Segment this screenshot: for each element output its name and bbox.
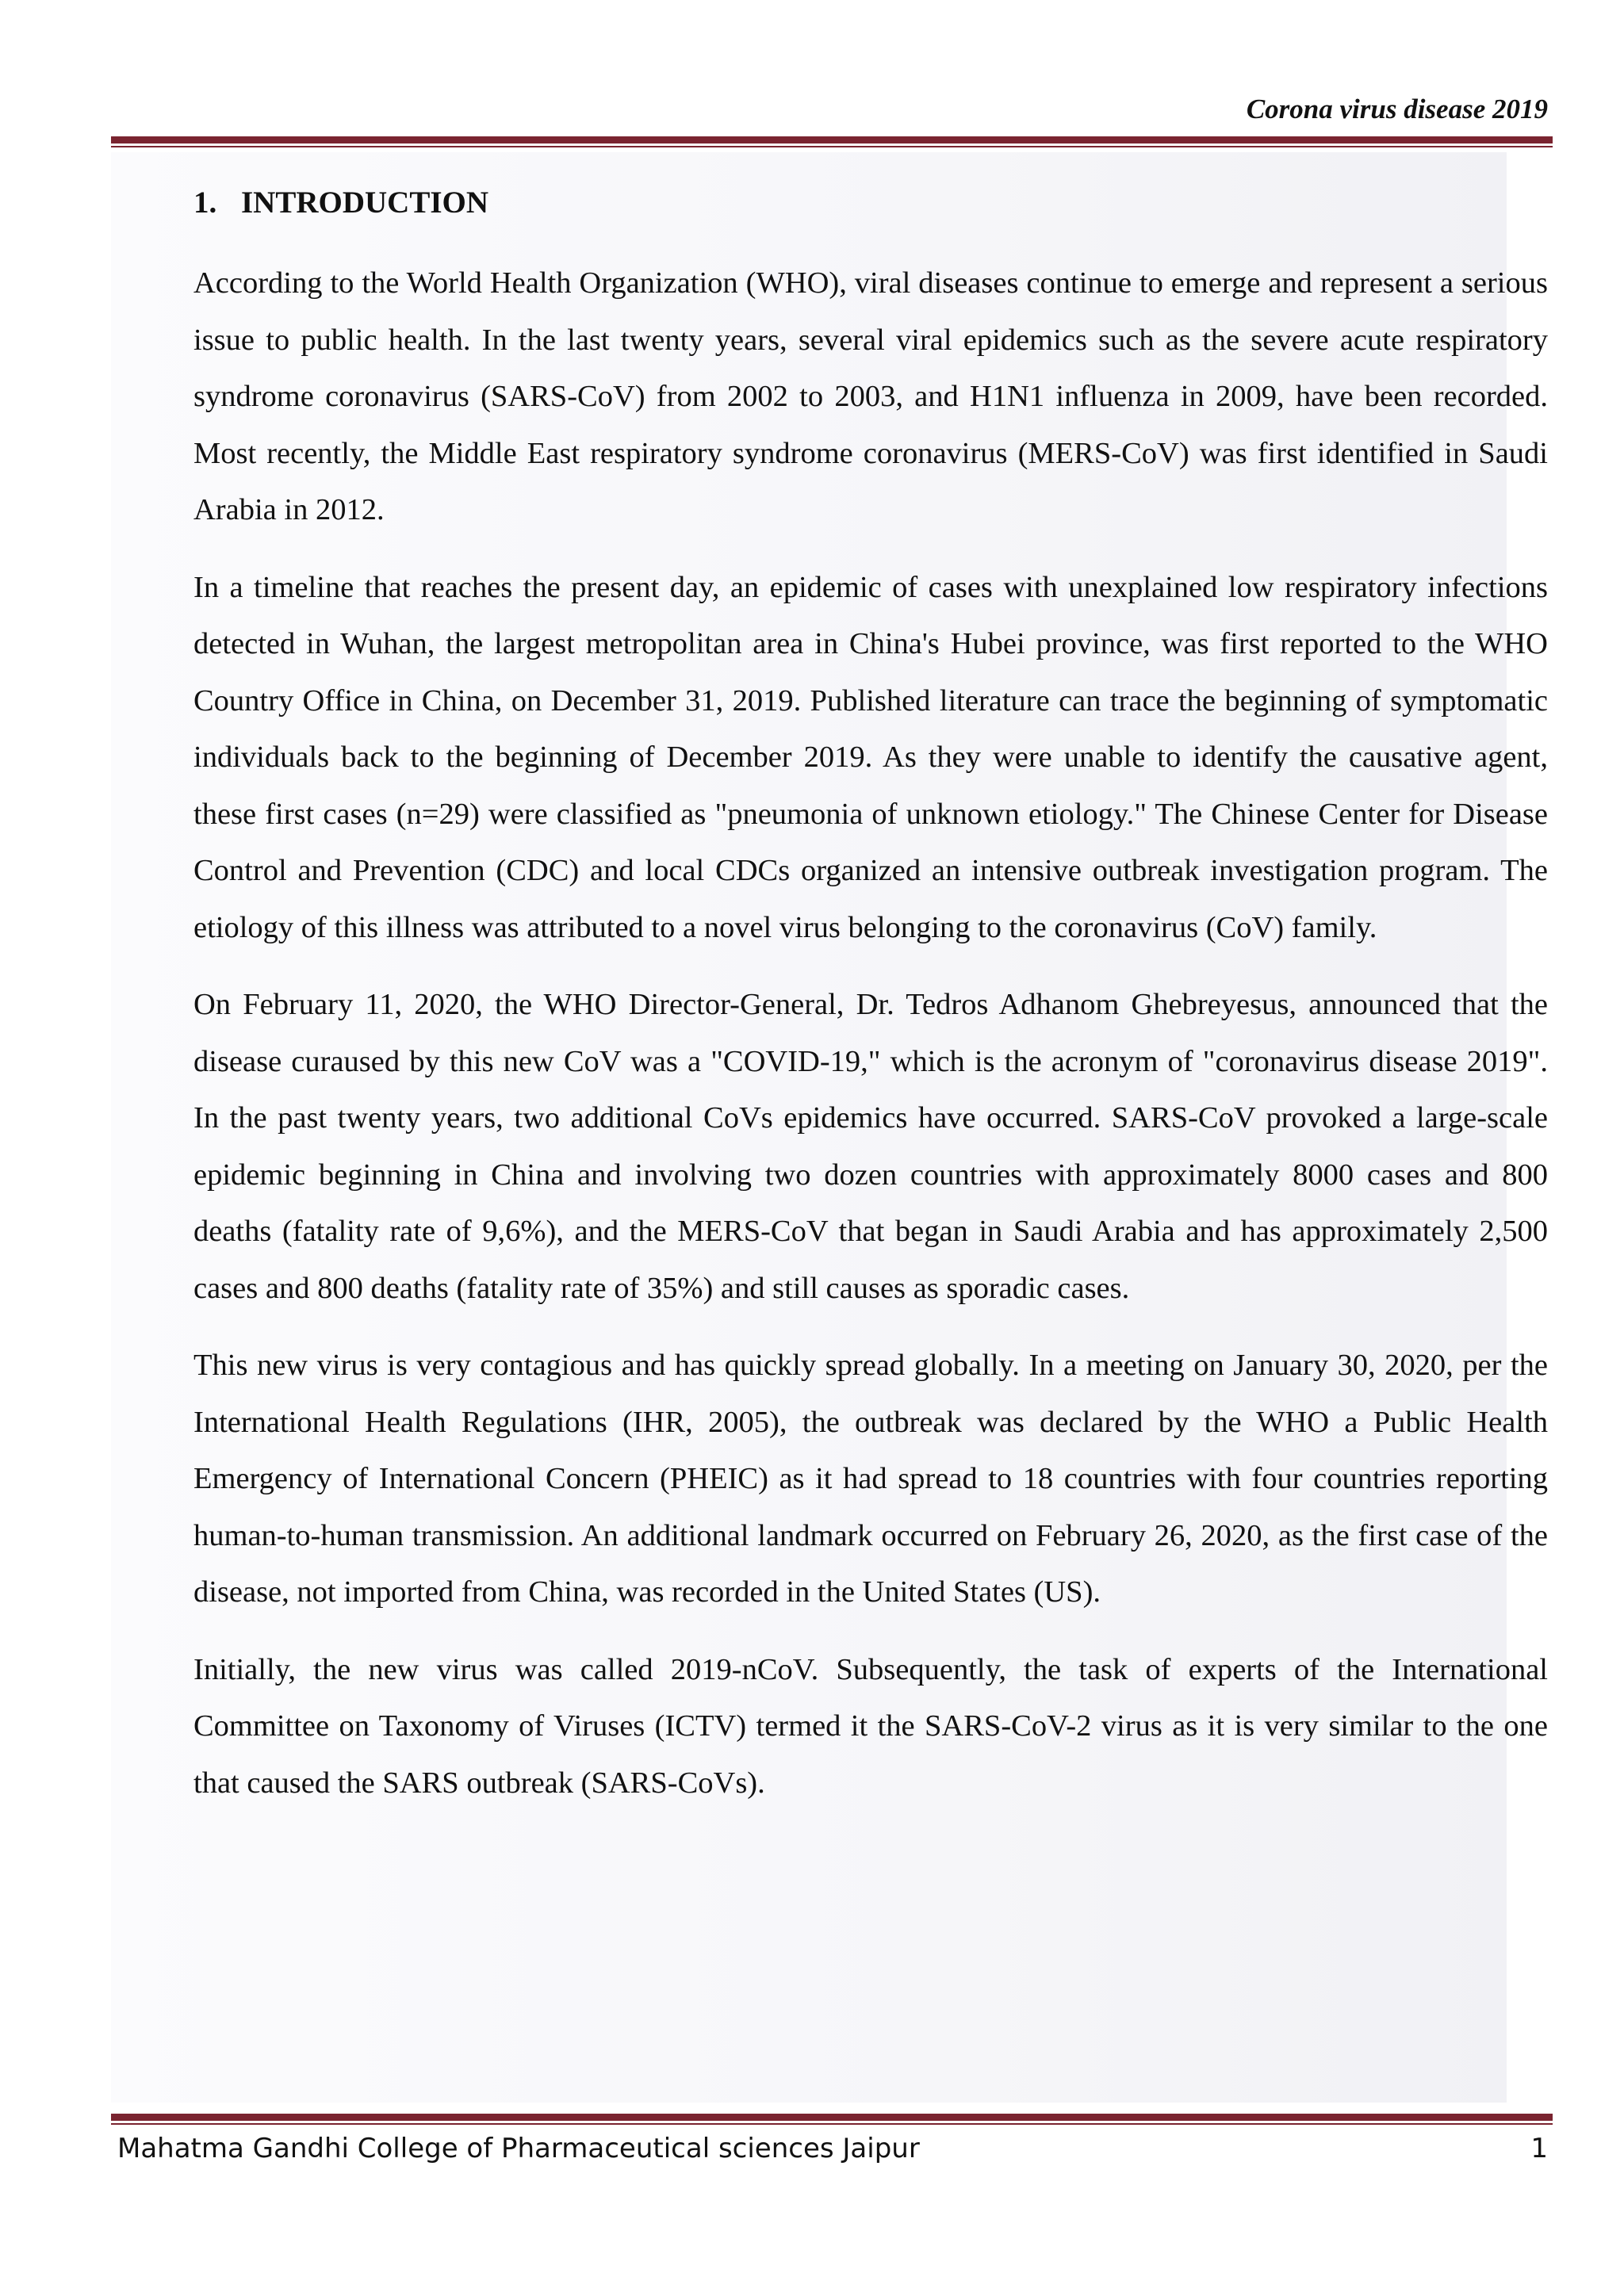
paragraph-wuhan-timeline: In a timeline that reaches the present day, an epidemic of cases with unexplained low respiratory infections detected in Wuhan, the largest metropolitan area in China's Hubei province, was first reported to the WHO Country Office in China, on December 31, 2019. Published literature can trace the beginning of symptomatic individuals back to the beginning of December 2019. As they were unable to identify the causative agent, these first cases (n=29) were classified as "pneumonia of unknown etiology." The Chinese Center for Disease Control and Prevention (CDC) and local CDCs organized an intensive outbreak investigation program. The etiology of this illness was attributed to a novel virus belonging to the coronavirus (CoV) family. [193,570,1548,944]
paragraph-who-overview: According to the World Health Organization (WHO), viral diseases continue to emerge and represent a serious issue to public health. In the last twenty years, several viral epidemics such as the severe acute respiratory syndrome coronavirus (SARS-CoV) from 2002 to 2003, and H1N1 influenza in 2009, have been recorded. Most recently, the Middle East respiratory syndrome coronavirus (MERS-CoV) was first identified in Saudi Arabia in 2012. [193,266,1548,526]
footer-institution: Mahatma Gandhi College of Pharmaceutical sciences Jaipur [117,2133,920,2164]
footer-rule-thin [111,2123,1553,2125]
running-header-title: Corona virus disease 2019 [1246,94,1548,124]
header-rule-thick [111,136,1553,144]
section-title: INTRODUCTION [241,186,489,220]
paragraph-sars-cov-2: Initially, the new virus was called 2019-nCoV. Subsequently, the task of experts of the International Committee on Taxonomy of Viruses (ICTV) termed it the SARS-CoV-2 virus as it is very similar to the one that caused the SARS outbreak (SARS-CoVs). [193,1652,1548,1800]
footer-rule [111,2114,1553,2125]
page-content [193,181,1548,1832]
header-rule [111,136,1553,147]
paragraph-covid19-naming: On February 11, 2020, the WHO Director-General, Dr. Tedros Adhanom Ghebreyesus, announced that the disease curaused by this new CoV was a "COVID-19," which is the acronym of "coronavirus disease 2019". In the past twenty years, two additional CoVs epidemics have occurred. SARS-CoV provoked a large-scale epidemic beginning in China and involving two dozen countries with approximately 8000 cases and 800 deaths (fatality rate of 9,6%), and the MERS-CoV that began in Saudi Arabia and has approximately 2,500 cases and 800 deaths (fatality rate of 35%) and still causes as sporadic cases. [193,988,1548,1305]
header-rule-thin [111,146,1553,147]
section-number: 1. [193,186,217,220]
section-heading [193,181,1548,225]
page-number: 1 [1530,2133,1548,2164]
paragraph-global-spread: This new virus is very contagious and has quickly spread globally. In a meeting on January 30, 2020, per the International Health Regulations (IHR, 2005), the outbreak was declared by the WHO a Public Health Emergency of International Concern (PHEIC) as it had spread to 18 countries with four countries reporting human-to-human transmission. An additional landmark occurred on February 26, 2020, as the first case of the disease, not imported from China, was recorded in the United States (US). [193,1349,1548,1609]
footer-rule-thick [111,2114,1553,2121]
